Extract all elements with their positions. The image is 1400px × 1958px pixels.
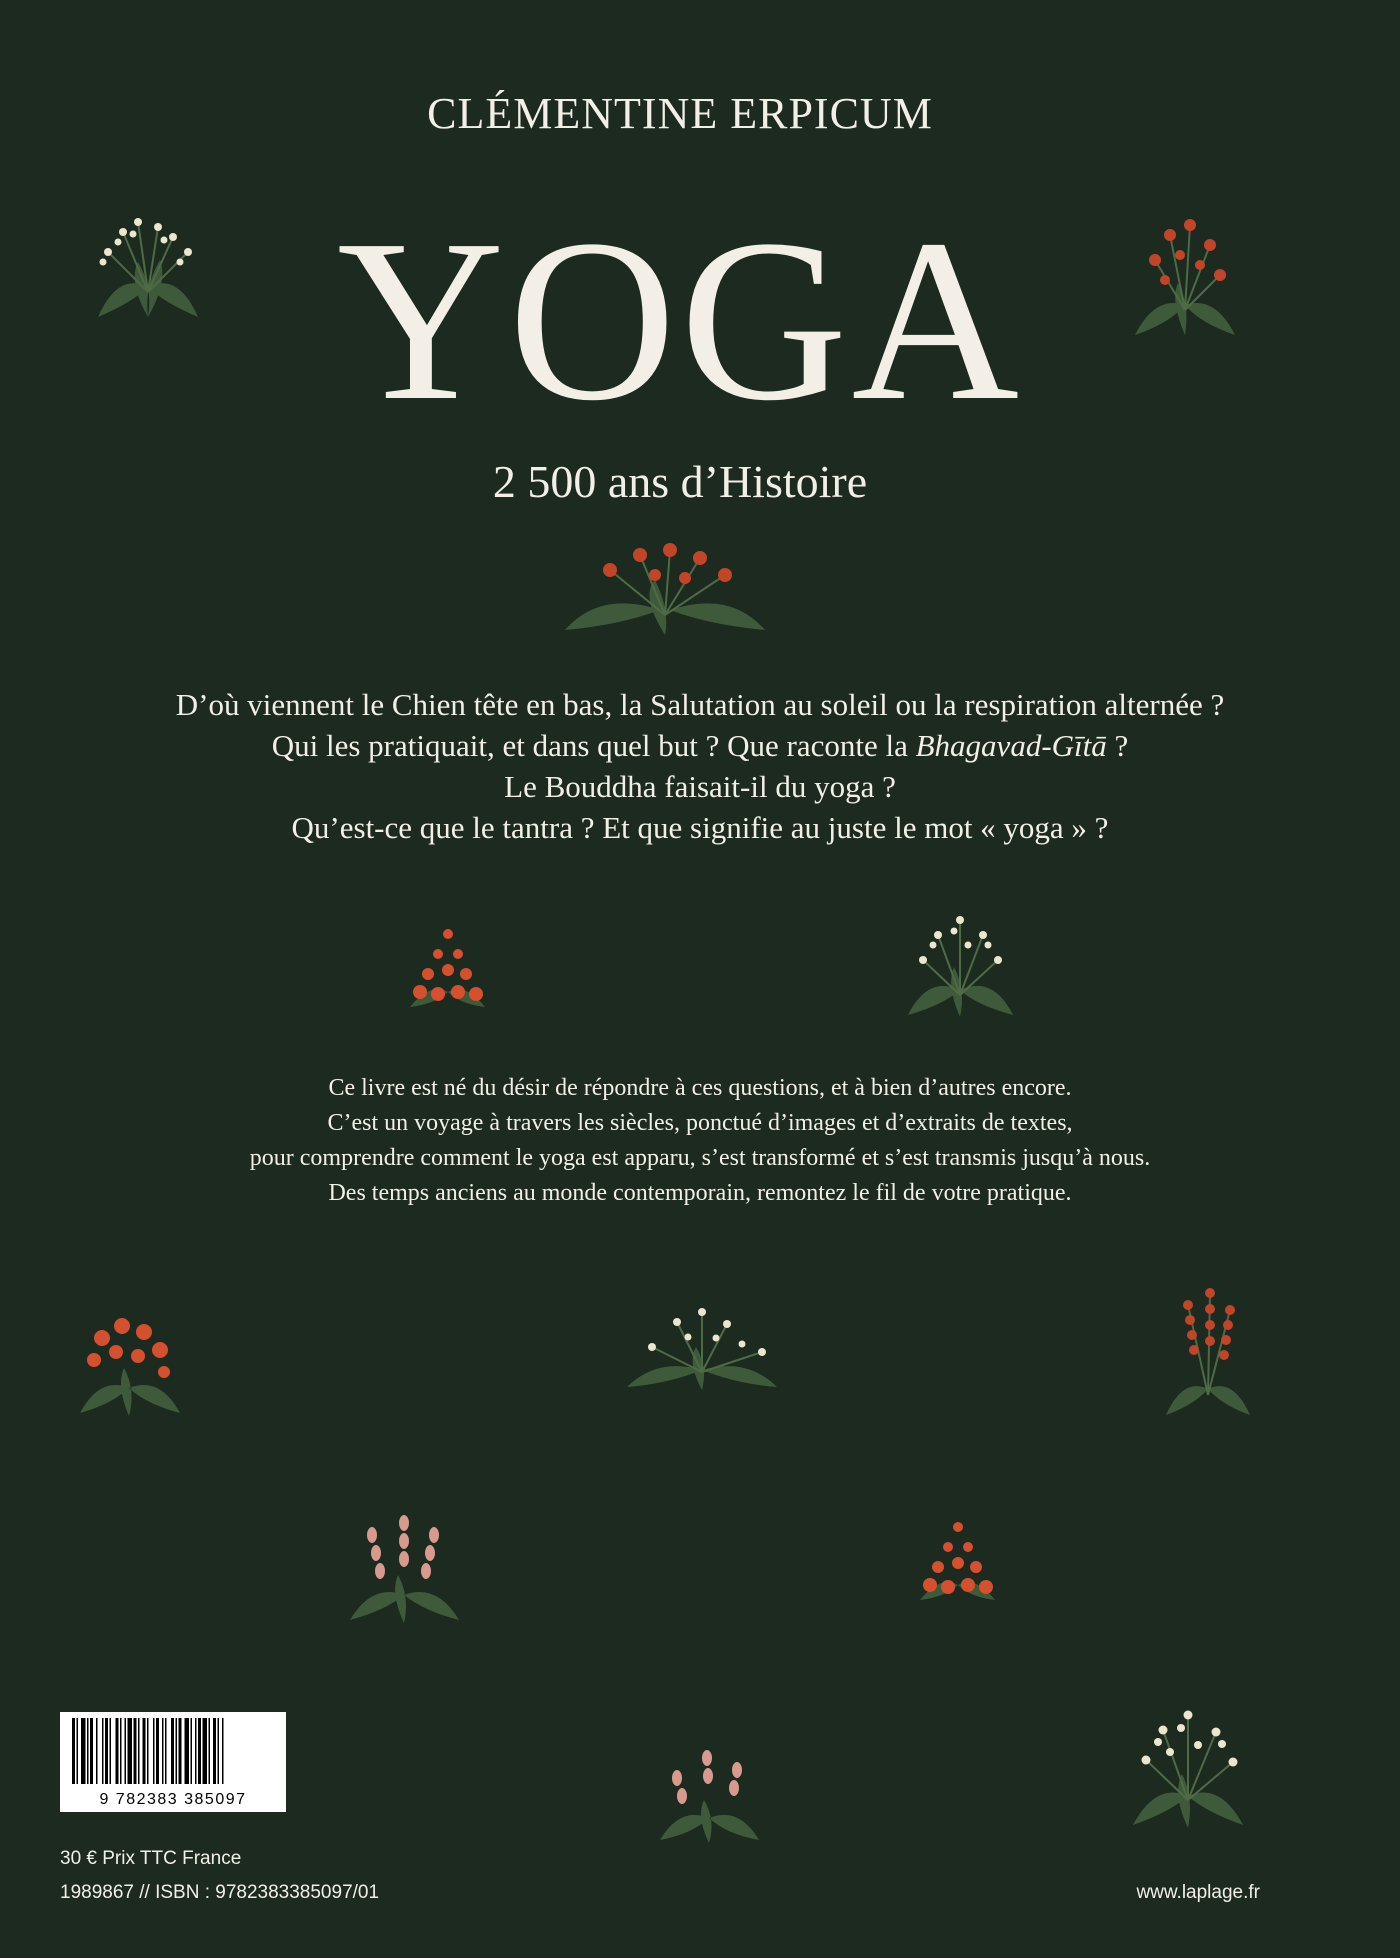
- question-line: Le Bouddha faisait-il du yoga ?: [504, 769, 896, 804]
- book-subtitle: 2 500 ans d’Histoire: [492, 456, 868, 507]
- book-title: YOGA: [336, 192, 1024, 449]
- blurb-line: Ce livre est né du désir de répondre à ces questions, et à bien d’autres encore.: [328, 1075, 1072, 1101]
- wildflower-icon: [78, 192, 218, 322]
- website-url: www.laplage.fr: [1136, 1882, 1260, 1903]
- author-name: CLÉMENTINE ERPICUM: [427, 89, 933, 138]
- wildflower-icon: [910, 1505, 1005, 1605]
- wildflower-icon: [1158, 1285, 1258, 1420]
- wildflower-icon: [898, 905, 1023, 1020]
- bhagavad-gita-title: Bhagavad-Gītā: [915, 728, 1107, 763]
- wildflower-icon: [72, 1298, 187, 1418]
- wildflower-icon: [1118, 1700, 1258, 1830]
- barcode-digits: 9 782383 385097: [60, 1791, 286, 1809]
- question-text: Qui les pratiquait, et dans quel but ? Que raconte la: [271, 728, 916, 763]
- barcode-bars: [60, 1712, 286, 1790]
- blurb-line: C’est un voyage à travers les siècles, ponctué d’images et d’extraits de textes,: [327, 1110, 1073, 1136]
- question-line: Qu’est-ce que le tantra ? Et que signifie au juste le mot « yoga » ?: [291, 810, 1109, 845]
- wildflower-icon: [342, 1505, 467, 1625]
- wildflower-icon: [652, 1740, 767, 1845]
- wildflower-icon: [622, 1302, 782, 1392]
- wildflower-icon: [560, 540, 770, 640]
- blurb-line: Des temps anciens au monde contemporain, remontez le fil de votre pratique.: [328, 1180, 1072, 1206]
- wildflower-icon: [400, 912, 495, 1012]
- price-label: 30 € Prix TTC France: [60, 1848, 242, 1869]
- isbn-label: 1989867 // ISBN : 9782383385097/01: [60, 1882, 380, 1903]
- blurb-line: pour comprendre comment le yoga est apparu, s’est transformé et s’est transmis jusqu’à nous.: [249, 1145, 1151, 1171]
- barcode: [60, 1712, 286, 1812]
- question-text: ?: [1106, 728, 1129, 763]
- questions-paragraph: [40, 684, 1360, 848]
- question-line: D’où viennent le Chien tête en bas, la Salutation au soleil ou la respiration alternée ?: [175, 687, 1225, 722]
- wildflower-icon: [1120, 205, 1250, 340]
- question-line: [40, 725, 1360, 766]
- blurb-paragraph: [60, 1071, 1340, 1211]
